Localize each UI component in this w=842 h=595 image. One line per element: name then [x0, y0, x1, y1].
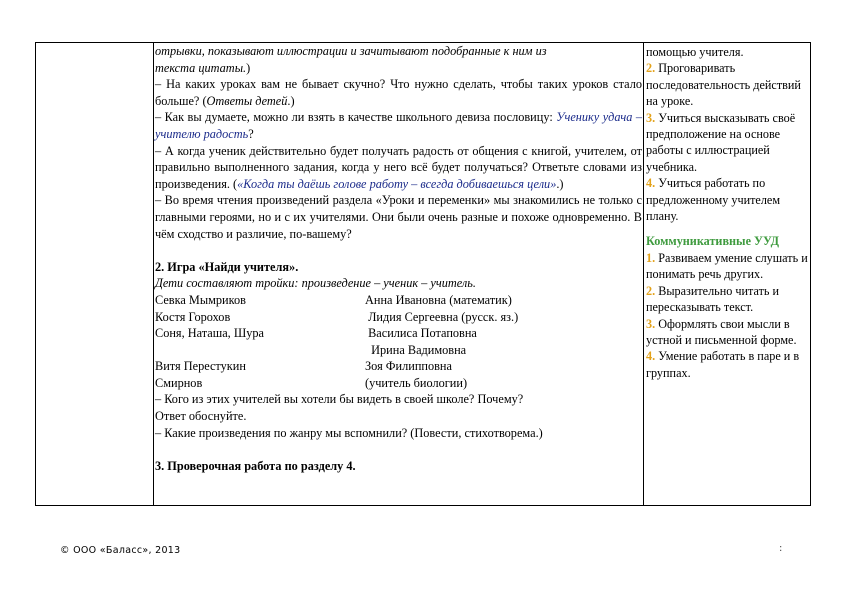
- regulative-item: 3. Учиться высказывать своё предположение на основе работы с иллюстрацией учебника.: [646, 110, 796, 174]
- skills-column: [646, 44, 808, 506]
- empty-column: [36, 43, 153, 505]
- student-teacher-list: [155, 292, 642, 392]
- proverb-text: Ученику удача – учителю радость: [155, 110, 642, 141]
- question-teachers: – Во время чтения произведений раздела «Уроки и переменки» мы знакомились не только с главными героями, но и с их учителями. Они были очень разные и похоже одновременно. В чём сходство и различие, по-вашему?: [155, 193, 642, 241]
- sidebar-intro: помощью учителя.: [646, 45, 744, 59]
- communicative-item: 3. Оформлять свои мысли в устной и письменной форме.: [646, 316, 797, 347]
- column-divider-2: [643, 43, 644, 505]
- lesson-table: [35, 42, 811, 506]
- question-genre: – Какие произведения по жанру мы вспомнили? (Повести, стихотворема.): [155, 425, 543, 440]
- check-work-title: 3. Проверочная работа по разделу 4.: [155, 458, 356, 473]
- communicative-item: 4. Умение работать в паре и в группах.: [646, 349, 800, 380]
- footer-mark: :: [779, 543, 783, 554]
- list-item: Ирина Вадимовна: [365, 342, 467, 357]
- column-divider-1: [153, 43, 154, 505]
- regulative-item: 4. Учиться работать по предложенному учителем плану.: [646, 176, 781, 224]
- list-item: Смирнов (учитель биологии): [155, 375, 468, 390]
- question-justify: Ответ обоснуйте.: [155, 409, 247, 424]
- list-item: Соня, Наташа, Шура Василиса Потаповна: [155, 326, 477, 341]
- question-school-motto: – Как вы думаете, можно ли взять в качестве школьного девиза пословицу: Ученику удача – учителю радость?: [155, 110, 642, 141]
- list-item: Костя Горохов Лидия Сергеевна (русск. яз.): [155, 309, 519, 324]
- intro-line-1: отрывки, показывают иллюстрации и зачитывают подобранные к ним из: [155, 44, 547, 58]
- question-favorite-teacher: – Кого из этих учителей вы хотели бы видеть в своей школе? Почему?: [155, 392, 524, 407]
- list-item: Севка Мымриков Анна Ивановна (математик): [155, 292, 512, 307]
- communicative-heading: Коммуникативные УУД: [646, 234, 780, 249]
- intro-line-2: текста цитаты.): [155, 60, 251, 75]
- list-item: Витя Перестукин Зоя Филипповна: [155, 359, 452, 374]
- question-boring-lessons: – На каких уроках вам не бывает скучно? Что нужно сделать, чтобы таких уроков стало больше? (Ответы детей.): [155, 77, 642, 108]
- lesson-content-column: [155, 43, 642, 505]
- regulative-item: 2. Проговаривать последовательность действий на уроке.: [646, 61, 801, 109]
- communicative-item: 1. Развиваем умение слушать и понимать речь других.: [646, 250, 808, 282]
- quote-text: «Когда ты даёшь голове работу – всегда добиваешься цели»: [237, 176, 557, 191]
- footer-copyright: © ООО «Баласс», 2013: [60, 545, 181, 556]
- game-instruction: Дети составляют тройки: произведение – ученик – учитель.: [155, 276, 476, 291]
- question-joy: – А когда ученик действительно будет получать радость от общения с книгой, учителем, от правильно выполненного задания, когда у него всё будет получаться? Ответьте словами из произведения. («Когда ты даёшь голове работу – всегда добиваешься цели».): [155, 143, 642, 191]
- communicative-item: 2. Выразительно читать и пересказывать текст.: [646, 283, 780, 315]
- game-title: 2. Игра «Найди учителя».: [155, 259, 299, 274]
